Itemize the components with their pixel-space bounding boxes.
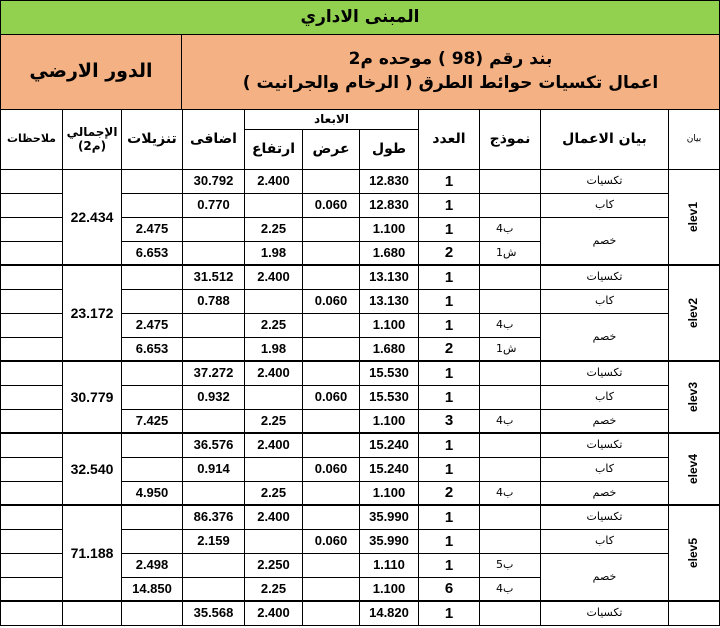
height-value: 2.400 <box>245 506 303 530</box>
width-value: 0.060 <box>303 530 360 554</box>
work-description: خصم <box>541 314 669 362</box>
work-description: خصم <box>541 410 669 434</box>
header-model: نموذج <box>480 110 541 170</box>
model-value: ب4 <box>480 578 541 602</box>
item-number-line: بند رقم (98 ) موحده م2 <box>348 49 553 70</box>
length-value: 1.100 <box>360 482 419 506</box>
width-value <box>303 338 360 362</box>
length-value: 1.100 <box>360 218 419 242</box>
notes-cell <box>0 362 63 386</box>
count-value: 1 <box>419 434 480 458</box>
deduction-value: 2.475 <box>122 314 183 338</box>
count-value: 6 <box>419 578 480 602</box>
deduction-value <box>122 458 183 482</box>
height-value <box>245 386 303 410</box>
model-value: ب4 <box>480 482 541 506</box>
addition-value <box>183 218 245 242</box>
model-value <box>480 194 541 218</box>
work-description: تكسيات <box>541 362 669 386</box>
header-additions: اضافى <box>183 110 245 170</box>
length-value: 12.830 <box>360 170 419 194</box>
work-description: خصم <box>541 218 669 266</box>
model-value <box>480 434 541 458</box>
notes-cell <box>0 554 63 578</box>
count-value: 1 <box>419 554 480 578</box>
length-value: 1.100 <box>360 578 419 602</box>
height-value: 2.250 <box>245 554 303 578</box>
width-value <box>303 434 360 458</box>
deduction-value <box>122 386 183 410</box>
width-value <box>303 506 360 530</box>
width-value <box>303 482 360 506</box>
height-value: 2.400 <box>245 362 303 386</box>
notes-cell <box>0 386 63 410</box>
elevation-label <box>669 602 720 626</box>
addition-value: 31.512 <box>183 266 245 290</box>
header-length: طول <box>360 130 419 170</box>
deduction-value <box>122 362 183 386</box>
elevation-label <box>669 266 720 362</box>
length-value: 13.130 <box>360 290 419 314</box>
work-description: تكسيات <box>541 434 669 458</box>
width-value <box>303 578 360 602</box>
addition-value: 86.376 <box>183 506 245 530</box>
count-value: 1 <box>419 458 480 482</box>
count-value: 1 <box>419 530 480 554</box>
width-value <box>303 602 360 626</box>
elevation-name: elev4 <box>686 453 701 485</box>
header-dimensions: الابعاد <box>245 110 419 130</box>
addition-value <box>183 338 245 362</box>
width-value: 0.060 <box>303 458 360 482</box>
height-value: 2.25 <box>245 578 303 602</box>
addition-value <box>183 410 245 434</box>
width-value <box>303 554 360 578</box>
notes-cell <box>0 314 63 338</box>
deduction-value <box>122 194 183 218</box>
height-value <box>245 290 303 314</box>
width-value: 0.060 <box>303 386 360 410</box>
group-total: 71.188 <box>63 506 122 602</box>
elevation-label <box>669 362 720 434</box>
header-total: الإجمالي (م2) <box>63 110 122 170</box>
height-value <box>245 194 303 218</box>
count-value: 2 <box>419 482 480 506</box>
model-value <box>480 530 541 554</box>
elevation-name: elev3 <box>686 381 701 413</box>
notes-cell <box>0 338 63 362</box>
height-value: 2.25 <box>245 410 303 434</box>
work-description: كاب <box>541 530 669 554</box>
height-value: 2.25 <box>245 482 303 506</box>
height-value: 2.400 <box>245 266 303 290</box>
width-value <box>303 266 360 290</box>
header-work-description: بيان الاعمال <box>541 110 669 170</box>
group-total: 30.779 <box>63 362 122 434</box>
deduction-value: 2.498 <box>122 554 183 578</box>
addition-value: 37.272 <box>183 362 245 386</box>
length-value: 15.530 <box>360 386 419 410</box>
item-description-line: اعمال تكسيات حوائط الطرق ( الرخام والجرانيت ) <box>242 73 659 93</box>
header-label: بيان <box>669 110 720 170</box>
model-value: ب5 <box>480 554 541 578</box>
count-value: 1 <box>419 506 480 530</box>
deduction-value: 14.850 <box>122 578 183 602</box>
notes-cell <box>0 290 63 314</box>
item-header <box>182 35 720 110</box>
notes-cell <box>0 506 63 530</box>
deduction-value: 7.425 <box>122 410 183 434</box>
addition-value <box>183 578 245 602</box>
model-value <box>480 506 541 530</box>
deduction-value <box>122 434 183 458</box>
count-value: 1 <box>419 218 480 242</box>
count-value: 1 <box>419 194 480 218</box>
model-value: ش1 <box>480 338 541 362</box>
addition-value <box>183 482 245 506</box>
floor-label: الدور الارضي <box>0 35 182 110</box>
deduction-value <box>122 266 183 290</box>
count-value: 2 <box>419 338 480 362</box>
height-value <box>245 530 303 554</box>
notes-cell <box>0 218 63 242</box>
work-description: كاب <box>541 386 669 410</box>
count-value: 1 <box>419 170 480 194</box>
deduction-value <box>122 290 183 314</box>
height-value: 2.400 <box>245 602 303 626</box>
elevation-name: elev2 <box>686 297 701 329</box>
deduction-value <box>122 506 183 530</box>
width-value <box>303 242 360 266</box>
deduction-value: 6.653 <box>122 242 183 266</box>
count-value: 1 <box>419 602 480 626</box>
width-value <box>303 170 360 194</box>
model-value <box>480 458 541 482</box>
notes-cell <box>0 266 63 290</box>
addition-value: 0.770 <box>183 194 245 218</box>
addition-value: 2.159 <box>183 530 245 554</box>
model-value: ب4 <box>480 410 541 434</box>
work-description: تكسيات <box>541 602 669 626</box>
model-value: ش1 <box>480 242 541 266</box>
model-value <box>480 266 541 290</box>
work-description: تكسيات <box>541 266 669 290</box>
notes-cell <box>0 434 63 458</box>
width-value <box>303 410 360 434</box>
deduction-value <box>122 530 183 554</box>
height-value: 2.25 <box>245 314 303 338</box>
elevation-name: elev5 <box>686 537 701 569</box>
width-value: 0.060 <box>303 290 360 314</box>
elevation-label <box>669 434 720 506</box>
addition-value <box>183 242 245 266</box>
height-value: 2.400 <box>245 434 303 458</box>
addition-value: 0.914 <box>183 458 245 482</box>
notes-cell <box>0 578 63 602</box>
model-value <box>480 602 541 626</box>
work-description: كاب <box>541 290 669 314</box>
length-value: 1.680 <box>360 338 419 362</box>
height-value: 1.98 <box>245 338 303 362</box>
addition-value <box>183 554 245 578</box>
length-value: 15.240 <box>360 434 419 458</box>
count-value: 1 <box>419 386 480 410</box>
deduction-value: 4.950 <box>122 482 183 506</box>
addition-value: 36.576 <box>183 434 245 458</box>
notes-cell <box>0 194 63 218</box>
length-value: 1.680 <box>360 242 419 266</box>
height-value <box>245 458 303 482</box>
notes-cell <box>0 242 63 266</box>
length-value: 12.830 <box>360 194 419 218</box>
length-value: 35.990 <box>360 506 419 530</box>
width-value <box>303 218 360 242</box>
height-value: 1.98 <box>245 242 303 266</box>
deduction-value: 6.653 <box>122 338 183 362</box>
group-total <box>63 602 122 626</box>
height-value: 2.25 <box>245 218 303 242</box>
model-value: ب4 <box>480 218 541 242</box>
elevation-name: elev1 <box>686 201 701 233</box>
addition-value: 0.788 <box>183 290 245 314</box>
addition-value: 30.792 <box>183 170 245 194</box>
length-value: 1.100 <box>360 314 419 338</box>
work-description: خصم <box>541 482 669 506</box>
header-notes: ملاحظات <box>0 110 63 170</box>
length-value: 13.130 <box>360 266 419 290</box>
model-value <box>480 290 541 314</box>
header-height: ارتفاع <box>245 130 303 170</box>
addition-value: 35.568 <box>183 602 245 626</box>
width-value: 0.060 <box>303 194 360 218</box>
addition-value: 0.932 <box>183 386 245 410</box>
notes-cell <box>0 170 63 194</box>
model-value: ب4 <box>480 314 541 338</box>
header-deductions: تنزيلات <box>122 110 183 170</box>
count-value: 2 <box>419 242 480 266</box>
width-value <box>303 362 360 386</box>
length-value: 1.110 <box>360 554 419 578</box>
elevation-label <box>669 506 720 602</box>
work-description: كاب <box>541 194 669 218</box>
length-value: 1.100 <box>360 410 419 434</box>
deduction-value <box>122 170 183 194</box>
model-value <box>480 362 541 386</box>
notes-cell <box>0 458 63 482</box>
count-value: 1 <box>419 290 480 314</box>
addition-value <box>183 314 245 338</box>
deduction-value <box>122 602 183 626</box>
header-width: عرض <box>303 130 360 170</box>
building-title: المبنى الاداري <box>0 0 720 35</box>
notes-cell <box>0 482 63 506</box>
work-description: تكسيات <box>541 170 669 194</box>
length-value: 14.820 <box>360 602 419 626</box>
elevation-label <box>669 170 720 266</box>
notes-cell <box>0 530 63 554</box>
count-value: 3 <box>419 410 480 434</box>
group-total: 22.434 <box>63 170 122 266</box>
width-value <box>303 314 360 338</box>
group-total: 32.540 <box>63 434 122 506</box>
length-value: 15.530 <box>360 362 419 386</box>
header-count: العدد <box>419 110 480 170</box>
deduction-value: 2.475 <box>122 218 183 242</box>
notes-cell <box>0 602 63 626</box>
work-description: خصم <box>541 554 669 602</box>
count-value: 1 <box>419 266 480 290</box>
model-value <box>480 386 541 410</box>
model-value <box>480 170 541 194</box>
count-value: 1 <box>419 362 480 386</box>
count-value: 1 <box>419 314 480 338</box>
work-description: كاب <box>541 458 669 482</box>
work-description: تكسيات <box>541 506 669 530</box>
length-value: 15.240 <box>360 458 419 482</box>
length-value: 35.990 <box>360 530 419 554</box>
height-value: 2.400 <box>245 170 303 194</box>
group-total: 23.172 <box>63 266 122 362</box>
notes-cell <box>0 410 63 434</box>
